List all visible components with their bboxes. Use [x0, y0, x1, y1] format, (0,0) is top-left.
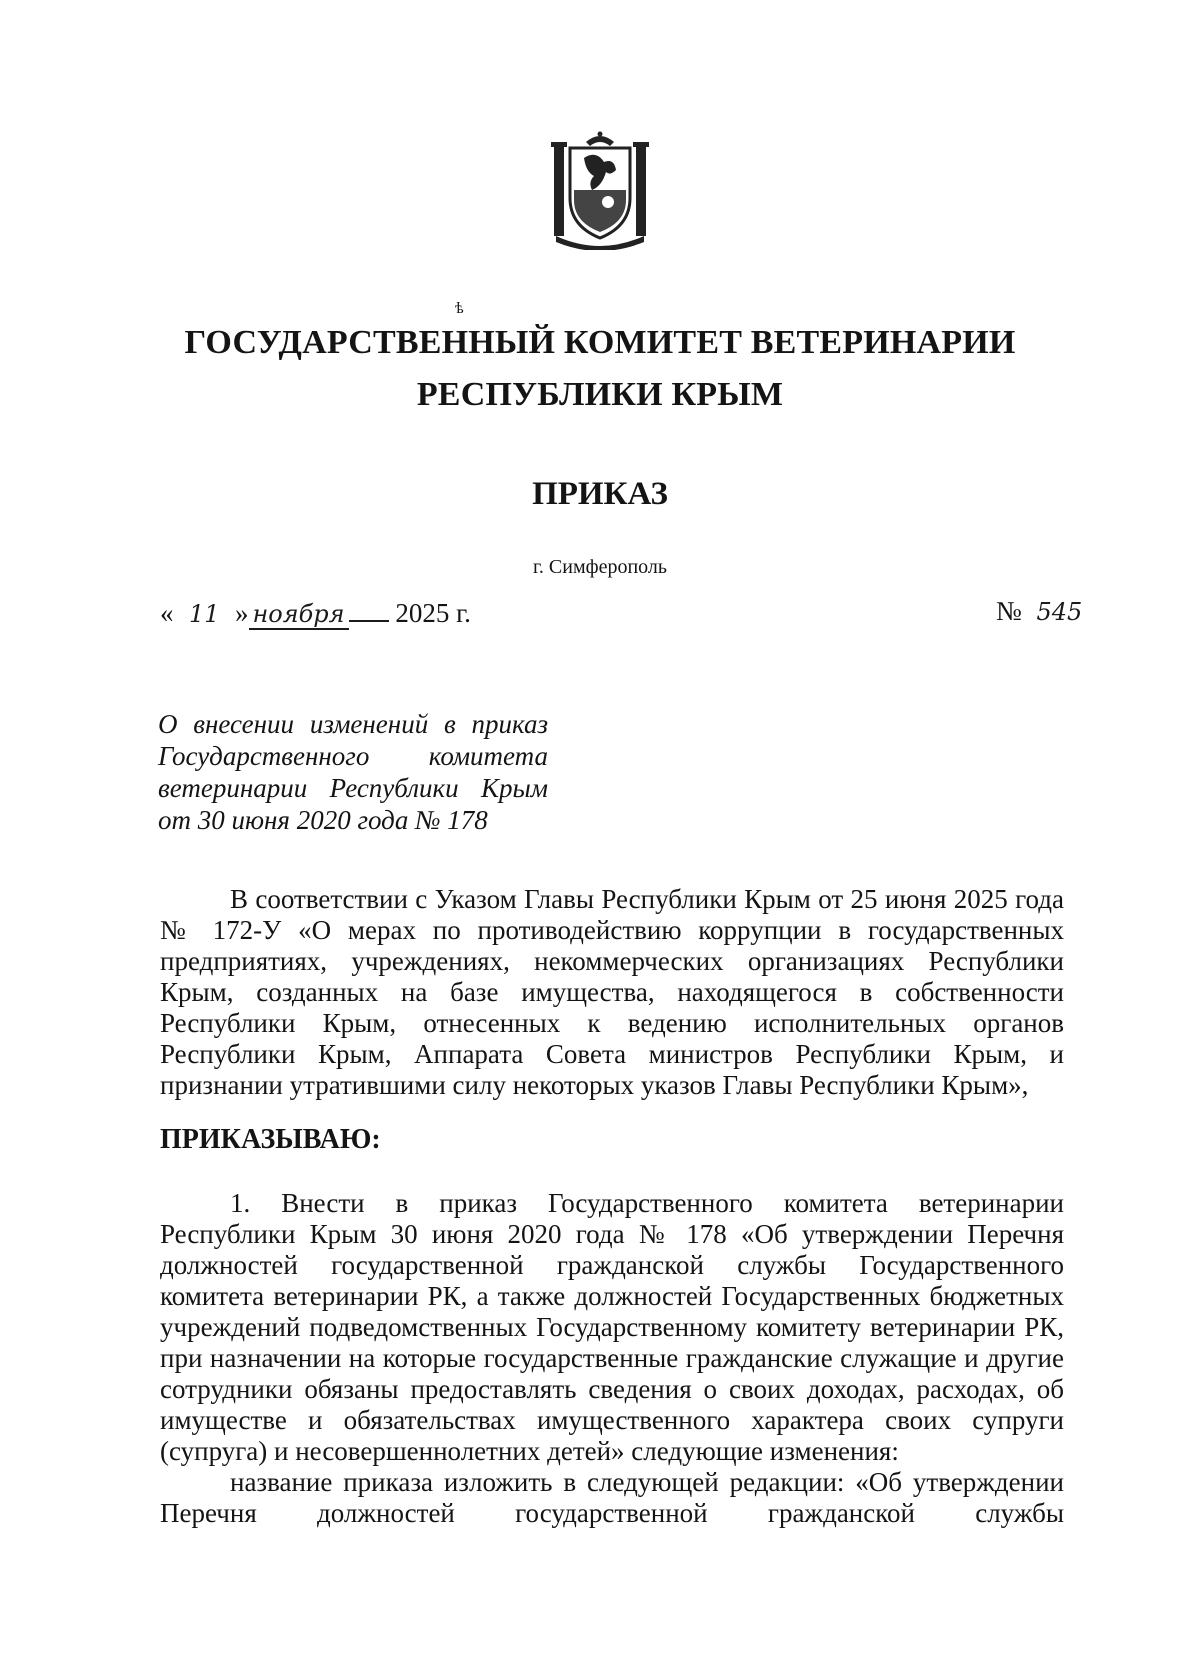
date-year: 2025 г.	[395, 598, 471, 628]
preamble-line: признании утратившими силу некоторых указов Главы Республики Крым»,	[160, 1070, 1029, 1100]
subject-line: от 30 июня 2020 года № 178	[158, 805, 488, 835]
preamble-line: № 172-У «О мерах по противодействию коррупции в государственных	[160, 915, 1064, 945]
preamble-line: предприятиях, учреждениях, некоммерческих организациях Республики	[160, 946, 1064, 976]
organization-name-line2: РЕСПУБЛИКИ КРЫМ	[416, 376, 784, 413]
date-close-quote: »	[235, 598, 249, 628]
subject-line: ветеринарии Республики Крым	[158, 773, 548, 803]
subject-line: Государственного комитета	[158, 741, 548, 771]
item-line: сотрудники обязаны предоставлять сведения о своих доходах, расходах, об	[160, 1374, 1064, 1404]
item-1-paragraph	[160, 1188, 1064, 1529]
preamble-paragraph	[160, 884, 1064, 1101]
preamble-line: Республики Крым, отнесенных к ведению исполнительных органов	[160, 1008, 1064, 1038]
subject-line: О внесении изменений в приказ	[158, 709, 548, 739]
coat-of-arms-icon	[548, 128, 652, 250]
item-line: комитета ветеринарии РК, а также должностей Государственных бюджетных	[160, 1281, 1064, 1311]
item-line: Перечня должностей государственной гражданской службы	[160, 1498, 1064, 1528]
order-number-value: 545	[1036, 598, 1083, 626]
item-line: учреждений подведомственных Государственному комитету ветеринарии РК,	[160, 1312, 1064, 1342]
preamble-line: Крым, созданных на базе имущества, находящегося в собственности	[160, 977, 1064, 1007]
order-number	[996, 596, 1082, 627]
preamble-line: В соответствии с Указом Главы Республики Крым от 25 июня 2025 года	[230, 884, 1064, 914]
date-open-quote: «	[160, 598, 174, 628]
organization-name-line1: ГОСУДАРСТВЕННЫЙ КОМИТЕТ ВЕТЕРИНАРИИ	[184, 324, 1016, 361]
order-number-label: №	[996, 596, 1022, 626]
stray-mark: ѣ	[455, 300, 464, 317]
date-day: 11	[188, 600, 220, 628]
item-line: название приказа изложить в следующей редакции: «Об утверждении	[230, 1467, 1064, 1497]
document-type: ПРИКАЗ	[532, 476, 668, 512]
item-line: при назначении на которые государственные гражданские служащие и другие	[160, 1343, 1064, 1373]
preamble-line: Республики Крым, Аппарата Совета министров Республики Крым, и	[160, 1039, 1064, 1069]
order-date	[160, 598, 471, 630]
date-month: ноября	[249, 600, 349, 630]
item-line: имуществе и обязательствах имущественного характера своих супруги	[160, 1405, 1064, 1435]
item-line: 1. Внести в приказ Государственного комитета ветеринарии	[230, 1188, 1064, 1218]
date-underline	[349, 620, 389, 622]
city: г. Симферополь	[532, 556, 668, 578]
order-subject	[158, 708, 548, 836]
order-directive-heading: ПРИКАЗЫВАЮ:	[160, 1124, 381, 1155]
item-line: должностей государственной гражданской службы Государственного	[160, 1250, 1064, 1280]
item-line: (супруга) и несовершеннолетних детей» следующие изменения:	[160, 1436, 899, 1466]
item-line: Республики Крым 30 июня 2020 года № 178 «Об утверждении Перечня	[160, 1219, 1064, 1249]
